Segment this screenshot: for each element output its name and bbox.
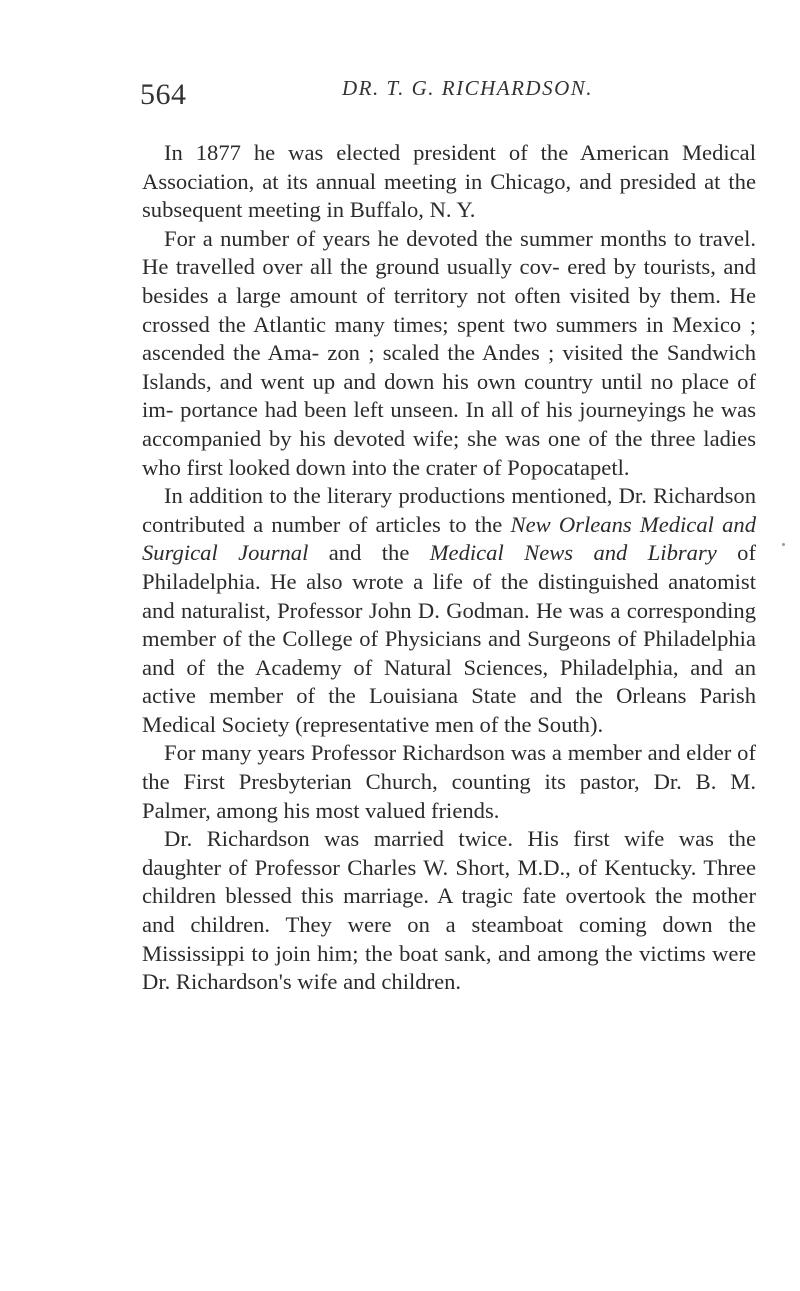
paragraph-publications — [142, 482, 756, 739]
page-number: 564 — [140, 78, 187, 111]
paper-speck — [782, 543, 785, 546]
paragraph-presidency: In 1877 he was elected president of the American Medical Association, at its annual meeting in Chicago, and presided at the subsequent meeting in Buffalo, N. Y. — [142, 140, 756, 223]
running-head: DR. T. G. RICHARDSON. — [342, 76, 594, 100]
paragraph-travel: For a number of years he devoted the summer months to travel. He travelled over all the ground usually cov- ered by tourists, and besides a large amount of territory not often visited by them. He crossed the Atlantic many times; spent two summers in Mexico ; ascended the Ama- zon ; scaled the Andes ; visited the Sandwich Islands, and went up and down his own country until no place of im- portance had been left unseen. In all of his journeyings he was accompanied by his devoted wife; she was one of the three ladies who first looked down into the crater of Popocatapetl. — [142, 225, 756, 480]
paragraph-publications-text-3: of Philadelphia. He also wrote a life of the distinguished anatomist and naturalist, Professor John D. Godman. He was a corresponding member of the College of Physicians and Surgeons of Philadelphia and of the Academy of Natural Sciences, Philadelphia, and an active member of the Louisiana State and the Orleans Parish Medical Society (representative men of the South). — [142, 540, 756, 737]
page-header — [140, 74, 800, 114]
periodical-title: Medical News and Library — [429, 540, 717, 566]
body-text — [142, 139, 756, 997]
paragraph-family: Dr. Richardson was married twice. His first wife was the daughter of Professor Charles W. Short, M.D., of Kentucky. Three children blessed this marriage. A tragic fate overtook the mother and children. They were on a steamboat coming down the Mississippi to join him; the boat sank, and among the victims were Dr. Richardson's wife and children. — [142, 826, 756, 995]
paragraph-church: For many years Professor Richardson was a member and elder of the First Presbyterian Church, counting its pastor, Dr. B. M. Palmer, among his most valued friends. — [142, 740, 756, 823]
paragraph-publications-text-1: In addition to the literary productions mentioned, Dr. Richardson contributed a number of articles to the — [142, 483, 756, 537]
paragraph-publications-text-2: and the — [308, 540, 430, 566]
journal-title: New Orleans Medical and Surgical Journal — [142, 511, 756, 566]
